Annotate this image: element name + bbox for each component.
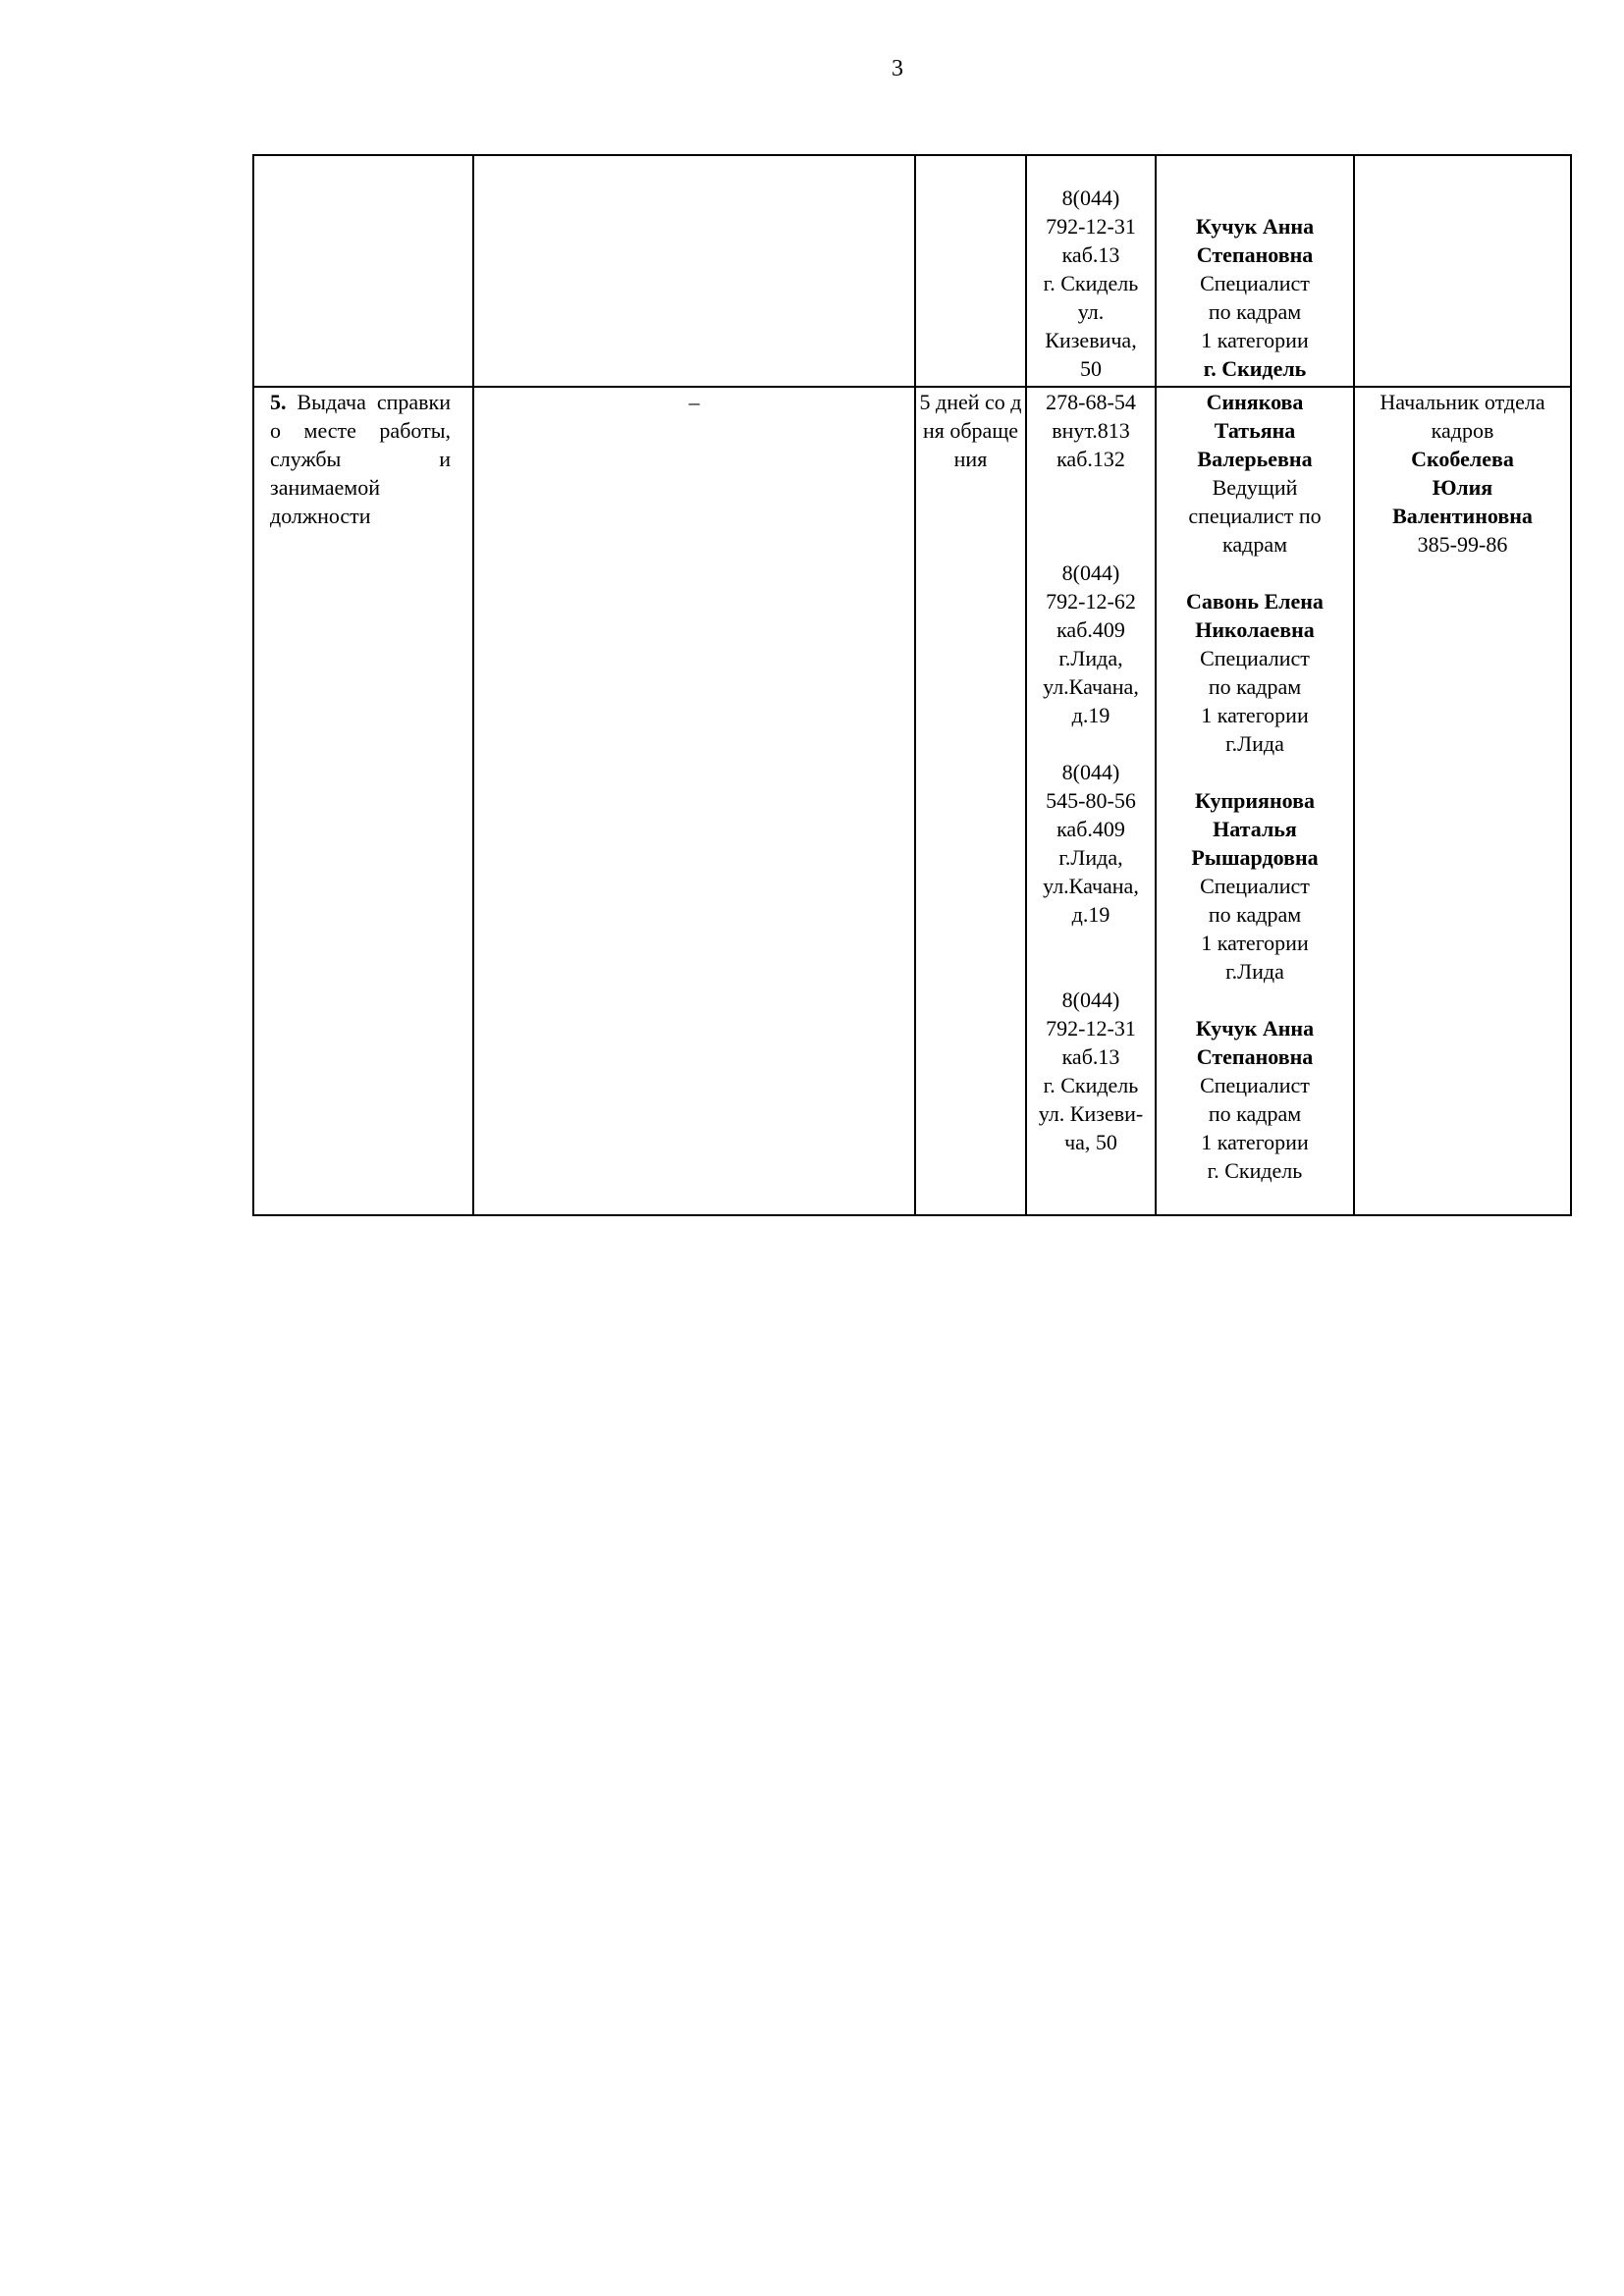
contact-line: 278-68-54 [1046,390,1136,414]
contact-line: ул. [1077,299,1105,324]
contact-line: каб.132 [1056,447,1125,471]
person-name-line: Синякова [1206,390,1304,414]
person-name-line: Татьяна [1214,418,1296,443]
contact-block [1033,986,1149,1156]
contact-block [1033,758,1149,929]
contact-line: д.19 [1071,703,1110,727]
person-role-line: 1 категории [1201,931,1309,955]
contact-line: ул.Качана, [1043,874,1139,898]
contact-line: ул. Кизеви- [1038,1101,1144,1126]
person-role-line: Специалист [1200,1073,1310,1097]
person-name-line: Наталья [1213,817,1297,841]
procedure-text: Выдача справки о месте работы, службы и занимаемой должности [270,390,452,528]
contact-line: г. Скидель [1043,1073,1139,1097]
head-name-line: Юлия [1432,475,1493,500]
contact-line: каб.409 [1056,817,1125,841]
contact-block [1033,559,1149,729]
cell-persons [1156,387,1354,1215]
person-city: г. Скидель [1203,356,1307,381]
person-role-line: 1 категории [1201,328,1309,352]
contact-line: каб.409 [1056,617,1125,642]
person-role-line: специалист по [1188,504,1322,528]
cell-procedure-empty [253,155,473,387]
person-name-line: Куприянова [1195,788,1315,813]
person-role-line: по кадрам [1208,674,1302,699]
contact-line: д.19 [1071,902,1110,927]
cell-procedure [253,387,473,1215]
head-title-line: Начальник отдела [1380,390,1545,414]
contact-line: ул.Качана, [1043,674,1139,699]
person-role-line: по кадрам [1208,902,1302,927]
procedure-number: 5. [270,390,287,414]
contact-line: 792-12-62 [1046,589,1136,614]
cell-head-empty [1354,155,1571,387]
contact-line: 8(044) [1061,988,1120,1012]
contact-line: 545-80-56 [1046,788,1136,813]
cell-documents: – [473,387,915,1215]
contact-line: каб.13 [1061,1044,1120,1069]
table-row-5 [253,387,1571,1215]
contact-line: 792-12-31 [1046,1016,1136,1041]
person-block [1163,786,1347,986]
person-role-line: г. Скидель [1207,1158,1303,1183]
person-block [1163,587,1347,758]
person-role-line: по кадрам [1208,299,1302,324]
cell-term-empty [915,155,1026,387]
cell-documents-empty [473,155,915,387]
person-role-line: кадрам [1222,532,1287,557]
cell-contact [1026,155,1156,387]
procedures-table [252,154,1572,1216]
person-name-line: Кучук Анна [1195,1016,1315,1041]
person-name-line: Кучук Анна [1195,214,1315,239]
person-name-line: Савонь Елена [1186,589,1324,614]
contact-line: 8(044) [1061,561,1120,585]
person-block [1163,1014,1347,1185]
head-name-line: Валентиновна [1392,504,1533,528]
cell-term: 5 дней со дня обращения [915,387,1026,1215]
table-row-continued [253,155,1571,387]
person-role-line: по кадрам [1208,1101,1302,1126]
person-role-line: г.Лида [1225,959,1284,984]
person-name-line: Николаевна [1195,617,1315,642]
contact-line: 8(044) [1061,760,1120,784]
person-role-line: г.Лида [1225,731,1284,756]
person-role-line: 1 категории [1201,1130,1309,1154]
person-role-line: 1 категории [1201,703,1309,727]
contact-line: каб.13 [1061,242,1120,267]
contact-line: 792-12-31 [1046,214,1136,239]
contact-line: г.Лида, [1058,845,1123,870]
head-title-line: кадров [1431,418,1494,443]
cell-head [1354,387,1571,1215]
person-role-line: Специалист [1200,646,1310,670]
person-role-line: Ведущий [1212,475,1298,500]
cell-person [1156,155,1354,387]
person-name-line: Степановна [1196,1044,1314,1069]
person-block [1163,388,1347,559]
person-name-line: Степановна [1196,242,1314,267]
head-phone: 385-99-86 [1417,532,1508,557]
head-name-line: Скобелева [1411,447,1514,471]
contact-line: 50 [1080,356,1102,381]
contact-block [1033,388,1149,473]
page-number: 3 [892,56,903,81]
person-name-line: Валерьевна [1197,447,1313,471]
contact-line: г. Скидель [1043,271,1139,295]
contact-line: г.Лида, [1058,646,1123,670]
contact-line: ча, 50 [1064,1130,1117,1154]
person-role-line: Специалист [1200,271,1310,295]
contact-line: 8(044) [1061,186,1120,210]
person-role-line: Специалист [1200,874,1310,898]
contact-line: внут.813 [1052,418,1130,443]
contact-line: Кизевича, [1045,328,1137,352]
person-name-line: Рышардовна [1191,845,1319,870]
cell-contacts [1026,387,1156,1215]
